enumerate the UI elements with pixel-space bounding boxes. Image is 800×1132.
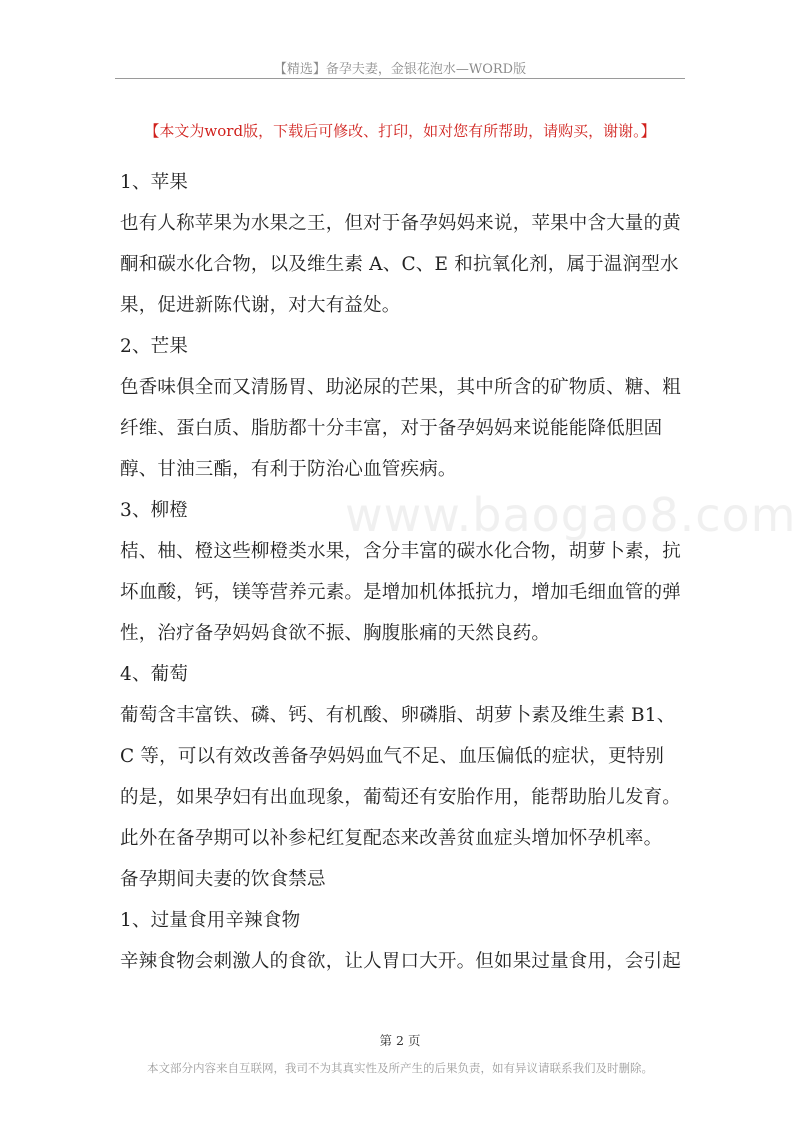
paragraph-grape: 葡萄含丰富铁、磷、钙、有机酸、卵磷脂、胡萝卜素及维生素 B1、C 等，可以有效改善备孕妈妈血气不足、血压偏低的症状，更特别的是，如果孕妇有出血现象，葡萄还有安胎作用，能帮助胎儿发育。此外在备孕期可以补参杞红复配态来改善贫血症头增加怀孕机率。 [120,705,682,849]
footer-disclaimer: 本文部分内容来自互联网，我司不为其真实性及所产生的后果负责，如有异议请联系我们及时删除。 [147,1061,653,1075]
section-heading-mango: 2、芒果 [120,336,189,357]
section-heading-orange: 3、柳橙 [120,500,189,521]
header-divider [115,78,685,79]
page-number: 第 2 页 [379,1033,421,1048]
section-heading-grape: 4、葡萄 [120,664,189,685]
download-notice: 【本文为word版，下载后可修改、打印，如对您有所帮助，请购买，谢谢。】 [144,122,656,140]
page-header-title: 【精选】备孕夫妻，金银花泡水—WORD版 [273,62,527,77]
paragraph-mango: 色香味俱全而又清肠胃、助泌尿的芒果，其中所含的矿物质、糖、粗纤维、蛋白质、脂肪都十分丰富，对于备孕妈妈来说能能降低胆固醇、甘油三酯，有利于防治心血管疾病。 [120,377,682,480]
paragraph-orange: 桔、柚、橙这些柳橙类水果，含分丰富的碳水化合物，胡萝卜素，抗坏血酸，钙，镁等营养元素。是增加机体抵抗力，增加毛细血管的弹性，治疗备孕妈妈食欲不振、胸腹胀痛的天然良药。 [120,541,682,644]
paragraph-apple: 也有人称苹果为水果之王，但对于备孕妈妈来说，苹果中含大量的黄酮和碳水化合物，以及维生素 A、C、E 和抗氧化剂，属于温润型水果，促进新陈代谢，对大有益处。 [120,213,682,316]
watermark: www.baogao8.com [345,488,797,542]
section-heading-diet-taboos: 备孕期间夫妻的饮食禁忌 [120,869,326,890]
document-body [120,162,682,982]
section-heading-spicy-food: 1、过量食用辛辣食物 [120,910,301,931]
paragraph-spicy-food: 辛辣食物会刺激人的食欲，让人胃口大开。但如果过量食用，会引起 [120,951,682,972]
section-heading-apple: 1、苹果 [120,172,189,193]
